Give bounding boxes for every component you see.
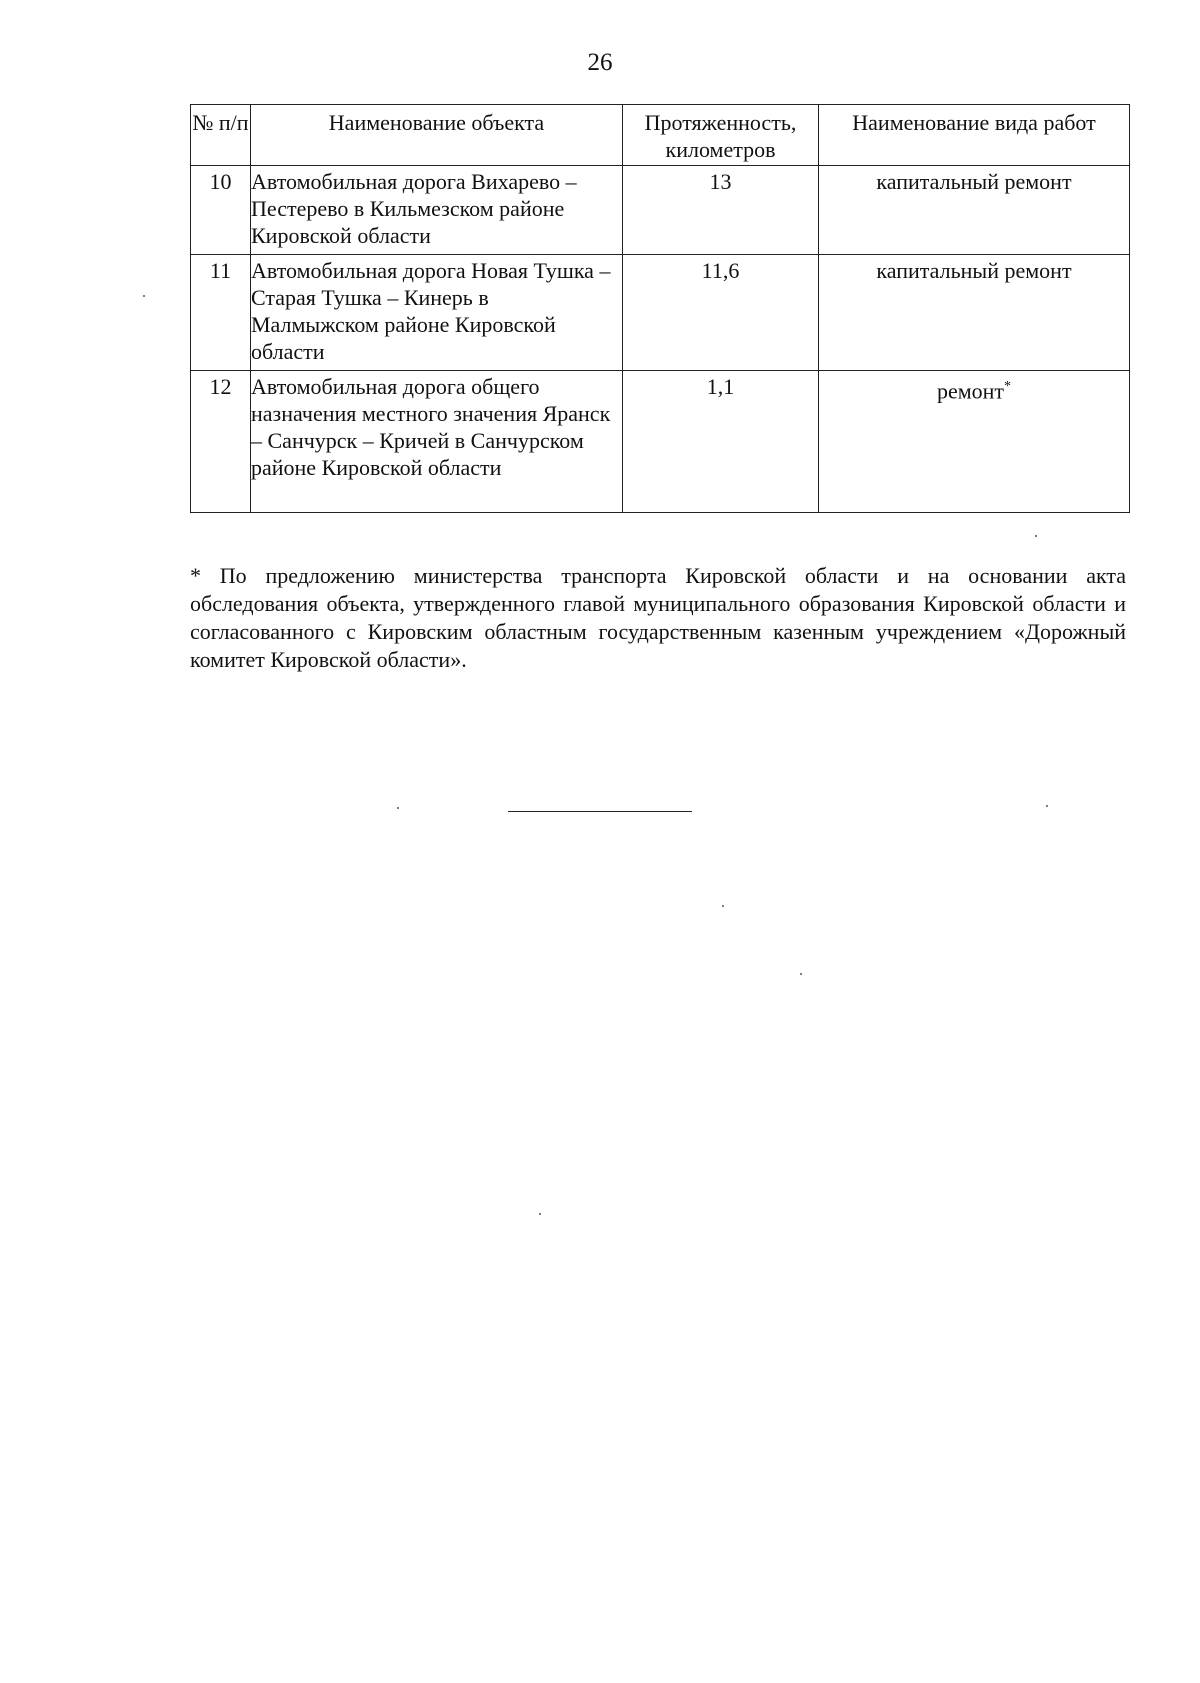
table-row [191,255,1130,371]
row-work-type: капитальный ремонт [819,255,1130,371]
row-work-type: капитальный ремонт [819,166,1130,255]
scan-speck [143,295,145,297]
header-number: № п/п [191,105,251,166]
footnote: * По предложению министерства транспорта Кировской области и на основании акта обследования объекта, утвержденного главой муниципального образования Кировской области и согласованного с Кировским областным государственным казенным учреждением «Дорожный комитет Кировской области». [190,563,1126,672]
row-number: 10 [191,166,251,255]
row-number: 11 [191,255,251,371]
header-object-name: Наименование объекта [251,105,623,166]
scan-speck [800,973,802,975]
row-length: 13 [623,166,819,255]
row-object-name: Автомобильная дорога Новая Тушка – Старая Тушка – Кинерь в Малмыжском районе Кировской области [251,255,623,371]
scan-speck [1035,535,1037,537]
row-length: 11,6 [623,255,819,371]
page-number: 26 [587,49,613,76]
road-works-table [190,104,1130,513]
scan-speck [722,905,724,907]
scan-speck [397,807,399,809]
row-object-name: Автомобильная дорога Вихарево – Пестерево в Кильмезском районе Кировской области [251,166,623,255]
row-work-type: ремонт [936,378,1005,404]
row-length: 1,1 [623,371,819,513]
scan-speck [1046,805,1048,807]
footnote-marker: * [1004,379,1012,394]
header-work-type: Наименование вида работ [819,105,1130,166]
table-row [191,166,1130,255]
row-object-name: Автомобильная дорога общего назначения местного значения Яранск – Санчурск – Кричей в Санчурском районе Кировской области [251,371,623,513]
end-rule [508,811,692,812]
table-header-row [191,105,1130,166]
table-row [191,371,1130,513]
row-number: 12 [191,371,251,513]
row-work-type-cell [819,371,1130,513]
header-length: Протяженность, километров [623,105,819,166]
scan-speck [539,1213,541,1215]
